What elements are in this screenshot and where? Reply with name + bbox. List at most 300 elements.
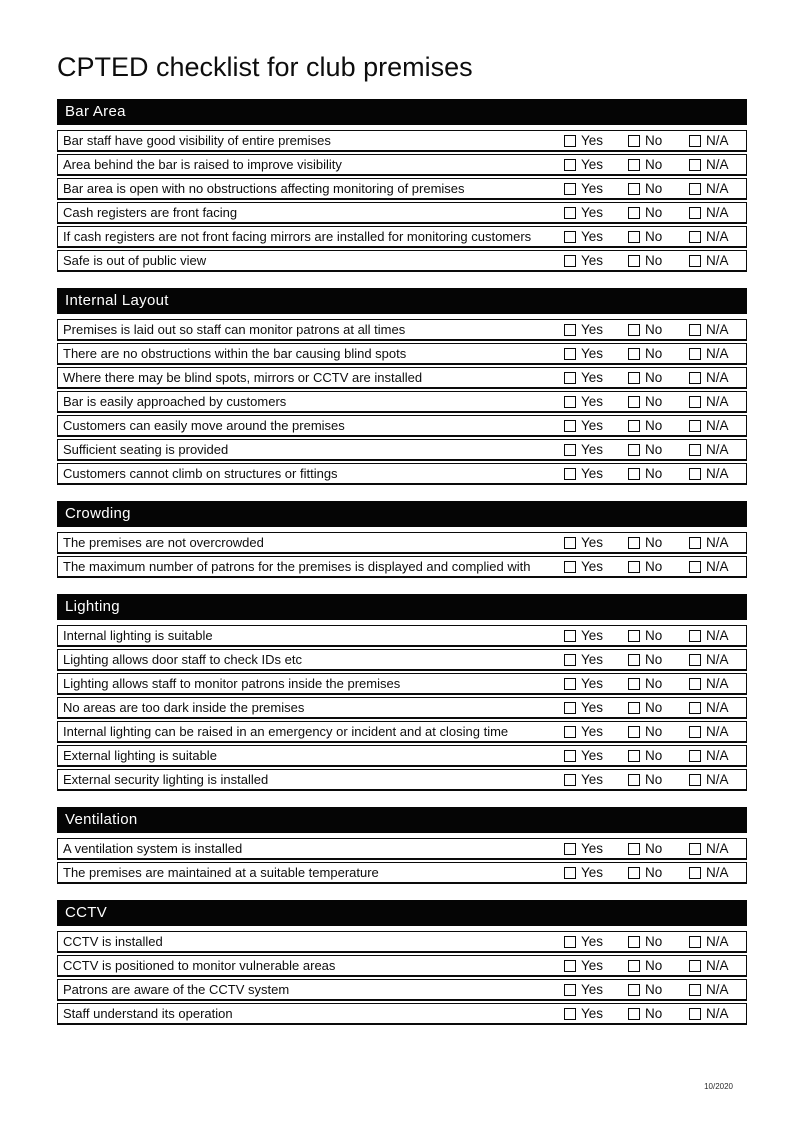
question-text: External lighting is suitable (63, 748, 217, 763)
no-label: No (645, 181, 663, 196)
no-label: No (645, 676, 663, 691)
na-option (689, 956, 729, 975)
na-label: N/A (706, 865, 729, 880)
no-option (628, 131, 662, 150)
yes-checkbox[interactable] (564, 348, 576, 360)
na-label: N/A (706, 958, 729, 973)
no-option (628, 650, 662, 669)
no-checkbox[interactable] (628, 630, 640, 642)
na-checkbox[interactable] (689, 231, 701, 243)
na-checkbox[interactable] (689, 183, 701, 195)
no-label: No (645, 559, 663, 574)
checklist-row (57, 463, 747, 485)
yes-option (564, 179, 603, 198)
checklist-row (57, 343, 747, 365)
section-rows (57, 625, 747, 791)
checklist-row (57, 202, 747, 224)
section-rows (57, 838, 747, 884)
yes-option (564, 1004, 603, 1023)
na-checkbox[interactable] (689, 936, 701, 948)
na-option (689, 932, 729, 951)
yes-label: Yes (581, 322, 604, 337)
checklist-row (57, 130, 747, 152)
na-checkbox[interactable] (689, 420, 701, 432)
na-checkbox[interactable] (689, 750, 701, 762)
no-label: No (645, 748, 663, 763)
yes-checkbox[interactable] (564, 984, 576, 996)
question-text: No areas are too dark inside the premises (63, 700, 305, 715)
no-label: No (645, 865, 663, 880)
na-option (689, 557, 729, 576)
checklist-row (57, 625, 747, 647)
no-label: No (645, 370, 663, 385)
no-checkbox[interactable] (628, 468, 640, 480)
question-text: Patrons are aware of the CCTV system (63, 982, 290, 997)
na-option (689, 440, 729, 459)
na-option (689, 368, 729, 387)
na-label: N/A (706, 133, 729, 148)
yes-label: Yes (581, 346, 604, 361)
no-option (628, 698, 662, 717)
na-checkbox[interactable] (689, 324, 701, 336)
na-option (689, 698, 729, 717)
no-checkbox[interactable] (628, 726, 640, 738)
yes-checkbox[interactable] (564, 654, 576, 666)
yes-option (564, 626, 603, 645)
yes-checkbox[interactable] (564, 774, 576, 786)
question-text: Bar staff have good visibility of entire premises (63, 133, 331, 148)
section-rows (57, 532, 747, 578)
yes-checkbox[interactable] (564, 561, 576, 573)
na-label: N/A (706, 370, 729, 385)
question-text: CCTV is positioned to monitor vulnerable areas (63, 958, 336, 973)
yes-option (564, 650, 603, 669)
na-checkbox[interactable] (689, 702, 701, 714)
no-option (628, 533, 662, 552)
no-option (628, 203, 662, 222)
checklist-row (57, 556, 747, 578)
checklist-row (57, 721, 747, 743)
yes-checkbox[interactable] (564, 159, 576, 171)
na-label: N/A (706, 559, 729, 574)
na-label: N/A (706, 229, 729, 244)
checklist-row (57, 649, 747, 671)
yes-option (564, 932, 603, 951)
question-text: Cash registers are front facing (63, 205, 238, 220)
yes-label: Yes (581, 535, 604, 550)
yes-checkbox[interactable] (564, 843, 576, 855)
no-checkbox[interactable] (628, 936, 640, 948)
yes-option (564, 770, 603, 789)
no-label: No (645, 958, 663, 973)
na-label: N/A (706, 205, 729, 220)
na-option (689, 251, 729, 270)
na-checkbox[interactable] (689, 348, 701, 360)
yes-checkbox[interactable] (564, 324, 576, 336)
na-label: N/A (706, 418, 729, 433)
na-label: N/A (706, 466, 729, 481)
no-checkbox[interactable] (628, 1008, 640, 1020)
document-content (57, 0, 747, 1041)
no-option (628, 155, 662, 174)
yes-checkbox[interactable] (564, 936, 576, 948)
na-label: N/A (706, 628, 729, 643)
no-option (628, 320, 662, 339)
yes-option (564, 533, 603, 552)
no-checkbox[interactable] (628, 231, 640, 243)
question-text: The premises are not overcrowded (63, 535, 264, 550)
section-header: Bar Area (57, 99, 747, 125)
no-option (628, 770, 662, 789)
checklist-section (57, 594, 747, 791)
na-label: N/A (706, 394, 729, 409)
na-label: N/A (706, 700, 729, 715)
section-header: Crowding (57, 501, 747, 527)
na-label: N/A (706, 535, 729, 550)
no-checkbox[interactable] (628, 843, 640, 855)
no-checkbox[interactable] (628, 207, 640, 219)
no-checkbox[interactable] (628, 159, 640, 171)
na-checkbox[interactable] (689, 135, 701, 147)
no-checkbox[interactable] (628, 183, 640, 195)
yes-label: Yes (581, 370, 604, 385)
no-checkbox[interactable] (628, 867, 640, 879)
yes-label: Yes (581, 958, 604, 973)
checklist-row (57, 154, 747, 176)
na-checkbox[interactable] (689, 726, 701, 738)
yes-option (564, 392, 603, 411)
question-text: There are no obstructions within the bar causing blind spots (63, 346, 407, 361)
na-label: N/A (706, 724, 729, 739)
na-checkbox[interactable] (689, 984, 701, 996)
yes-checkbox[interactable] (564, 1008, 576, 1020)
question-text: Safe is out of public view (63, 253, 207, 268)
yes-checkbox[interactable] (564, 750, 576, 762)
yes-label: Yes (581, 559, 604, 574)
yes-checkbox[interactable] (564, 255, 576, 267)
na-label: N/A (706, 181, 729, 196)
checklist-section (57, 900, 747, 1025)
no-checkbox[interactable] (628, 135, 640, 147)
section-rows (57, 319, 747, 485)
na-checkbox[interactable] (689, 537, 701, 549)
na-option (689, 464, 729, 483)
checklist-section (57, 807, 747, 884)
yes-label: Yes (581, 1006, 604, 1021)
na-checkbox[interactable] (689, 843, 701, 855)
checklist-row (57, 250, 747, 272)
no-option (628, 1004, 662, 1023)
no-option (628, 980, 662, 999)
no-label: No (645, 700, 663, 715)
yes-checkbox[interactable] (564, 678, 576, 690)
yes-checkbox[interactable] (564, 372, 576, 384)
yes-checkbox[interactable] (564, 396, 576, 408)
yes-option (564, 203, 603, 222)
yes-option (564, 368, 603, 387)
question-text: Lighting allows door staff to check IDs etc (63, 652, 302, 667)
checklist-row (57, 979, 747, 1001)
na-checkbox[interactable] (689, 468, 701, 480)
checklist-row (57, 697, 747, 719)
no-label: No (645, 229, 663, 244)
no-checkbox[interactable] (628, 654, 640, 666)
yes-label: Yes (581, 394, 604, 409)
na-label: N/A (706, 772, 729, 787)
na-checkbox[interactable] (689, 678, 701, 690)
yes-label: Yes (581, 724, 604, 739)
no-option (628, 368, 662, 387)
no-label: No (645, 205, 663, 220)
yes-label: Yes (581, 982, 604, 997)
yes-label: Yes (581, 772, 604, 787)
section-rows (57, 931, 747, 1025)
na-checkbox[interactable] (689, 774, 701, 786)
section-rows (57, 130, 747, 272)
no-checkbox[interactable] (628, 561, 640, 573)
yes-option (564, 464, 603, 483)
checklist-section (57, 288, 747, 485)
no-option (628, 227, 662, 246)
yes-label: Yes (581, 628, 604, 643)
section-header: Lighting (57, 594, 747, 620)
no-option (628, 251, 662, 270)
yes-checkbox[interactable] (564, 537, 576, 549)
question-text: A ventilation system is installed (63, 841, 243, 856)
no-checkbox[interactable] (628, 984, 640, 996)
yes-label: Yes (581, 700, 604, 715)
no-label: No (645, 841, 663, 856)
no-label: No (645, 982, 663, 997)
checklist (57, 99, 747, 1025)
section-header: CCTV (57, 900, 747, 926)
na-option (689, 533, 729, 552)
no-checkbox[interactable] (628, 774, 640, 786)
yes-label: Yes (581, 841, 604, 856)
yes-checkbox[interactable] (564, 867, 576, 879)
question-text: Internal lighting can be raised in an emergency or incident and at closing time (63, 724, 509, 739)
na-checkbox[interactable] (689, 372, 701, 384)
no-checkbox[interactable] (628, 396, 640, 408)
yes-label: Yes (581, 133, 604, 148)
na-checkbox[interactable] (689, 255, 701, 267)
no-label: No (645, 724, 663, 739)
na-option (689, 626, 729, 645)
no-option (628, 863, 662, 882)
yes-checkbox[interactable] (564, 726, 576, 738)
no-checkbox[interactable] (628, 702, 640, 714)
question-text: Staff understand its operation (63, 1006, 233, 1021)
checklist-row (57, 391, 747, 413)
yes-option (564, 956, 603, 975)
no-checkbox[interactable] (628, 750, 640, 762)
yes-checkbox[interactable] (564, 183, 576, 195)
question-text: Premises is laid out so staff can monitor patrons at all times (63, 322, 406, 337)
question-text: The maximum number of patrons for the premises is displayed and complied with (63, 559, 531, 574)
yes-label: Yes (581, 181, 604, 196)
na-checkbox[interactable] (689, 444, 701, 456)
checklist-row (57, 673, 747, 695)
no-option (628, 179, 662, 198)
no-label: No (645, 394, 663, 409)
yes-label: Yes (581, 229, 604, 244)
no-option (628, 344, 662, 363)
yes-option (564, 344, 603, 363)
na-option (689, 392, 729, 411)
no-checkbox[interactable] (628, 372, 640, 384)
yes-checkbox[interactable] (564, 135, 576, 147)
na-checkbox[interactable] (689, 960, 701, 972)
question-text: Where there may be blind spots, mirrors or CCTV are installed (63, 370, 423, 385)
yes-checkbox[interactable] (564, 207, 576, 219)
na-checkbox[interactable] (689, 207, 701, 219)
yes-option (564, 131, 603, 150)
checklist-row (57, 769, 747, 791)
no-option (628, 746, 662, 765)
question-text: The premises are maintained at a suitable temperature (63, 865, 379, 880)
no-option (628, 464, 662, 483)
yes-label: Yes (581, 865, 604, 880)
na-option (689, 179, 729, 198)
no-label: No (645, 934, 663, 949)
yes-checkbox[interactable] (564, 960, 576, 972)
no-option (628, 674, 662, 693)
yes-option (564, 416, 603, 435)
checklist-row (57, 931, 747, 953)
checklist-row (57, 745, 747, 767)
no-option (628, 392, 662, 411)
question-text: Bar is easily approached by customers (63, 394, 287, 409)
na-option (689, 344, 729, 363)
na-label: N/A (706, 157, 729, 172)
checklist-row (57, 178, 747, 200)
question-text: If cash registers are not front facing mirrors are installed for monitoring customers (63, 229, 532, 244)
yes-label: Yes (581, 466, 604, 481)
yes-label: Yes (581, 442, 604, 457)
na-checkbox[interactable] (689, 654, 701, 666)
na-checkbox[interactable] (689, 1008, 701, 1020)
question-text: Customers can easily move around the premises (63, 418, 345, 433)
na-option (689, 1004, 729, 1023)
no-option (628, 932, 662, 951)
na-option (689, 863, 729, 882)
yes-option (564, 722, 603, 741)
yes-label: Yes (581, 652, 604, 667)
yes-label: Yes (581, 748, 604, 763)
question-text: CCTV is installed (63, 934, 163, 949)
no-checkbox[interactable] (628, 537, 640, 549)
na-label: N/A (706, 652, 729, 667)
yes-option (564, 251, 603, 270)
no-checkbox[interactable] (628, 444, 640, 456)
yes-label: Yes (581, 676, 604, 691)
checklist-row (57, 415, 747, 437)
na-checkbox[interactable] (689, 867, 701, 879)
no-checkbox[interactable] (628, 960, 640, 972)
no-label: No (645, 253, 663, 268)
no-label: No (645, 133, 663, 148)
no-label: No (645, 322, 663, 337)
no-option (628, 557, 662, 576)
yes-label: Yes (581, 934, 604, 949)
na-label: N/A (706, 676, 729, 691)
checklist-row (57, 955, 747, 977)
yes-option (564, 863, 603, 882)
yes-option (564, 320, 603, 339)
question-text: Customers cannot climb on structures or fittings (63, 466, 338, 481)
yes-checkbox[interactable] (564, 630, 576, 642)
no-label: No (645, 628, 663, 643)
yes-checkbox[interactable] (564, 468, 576, 480)
yes-option (564, 698, 603, 717)
na-option (689, 227, 729, 246)
yes-option (564, 440, 603, 459)
na-label: N/A (706, 934, 729, 949)
na-checkbox[interactable] (689, 630, 701, 642)
no-checkbox[interactable] (628, 678, 640, 690)
no-label: No (645, 652, 663, 667)
checklist-row (57, 226, 747, 248)
na-checkbox[interactable] (689, 159, 701, 171)
na-option (689, 980, 729, 999)
question-text: Sufficient seating is provided (63, 442, 229, 457)
no-option (628, 956, 662, 975)
yes-checkbox[interactable] (564, 231, 576, 243)
na-label: N/A (706, 253, 729, 268)
na-option (689, 770, 729, 789)
na-option (689, 416, 729, 435)
no-checkbox[interactable] (628, 420, 640, 432)
yes-checkbox[interactable] (564, 420, 576, 432)
yes-label: Yes (581, 157, 604, 172)
na-option (689, 674, 729, 693)
no-label: No (645, 1006, 663, 1021)
checklist-row (57, 532, 747, 554)
checklist-row (57, 862, 747, 884)
no-checkbox[interactable] (628, 348, 640, 360)
question-text: Internal lighting is suitable (63, 628, 213, 643)
question-text: Lighting allows staff to monitor patrons inside the premises (63, 676, 401, 691)
na-option (689, 650, 729, 669)
na-label: N/A (706, 841, 729, 856)
na-label: N/A (706, 982, 729, 997)
no-checkbox[interactable] (628, 324, 640, 336)
no-label: No (645, 442, 663, 457)
no-label: No (645, 157, 663, 172)
checklist-row (57, 439, 747, 461)
yes-option (564, 980, 603, 999)
checklist-row (57, 367, 747, 389)
checklist-section (57, 501, 747, 578)
checklist-row (57, 838, 747, 860)
na-option (689, 131, 729, 150)
yes-checkbox[interactable] (564, 702, 576, 714)
checklist-row (57, 1003, 747, 1025)
yes-label: Yes (581, 418, 604, 433)
yes-option (564, 557, 603, 576)
yes-option (564, 839, 603, 858)
checklist-section (57, 99, 747, 272)
yes-checkbox[interactable] (564, 444, 576, 456)
na-checkbox[interactable] (689, 561, 701, 573)
no-checkbox[interactable] (628, 255, 640, 267)
na-label: N/A (706, 1006, 729, 1021)
yes-label: Yes (581, 205, 604, 220)
na-option (689, 155, 729, 174)
na-label: N/A (706, 748, 729, 763)
na-checkbox[interactable] (689, 396, 701, 408)
yes-option (564, 227, 603, 246)
